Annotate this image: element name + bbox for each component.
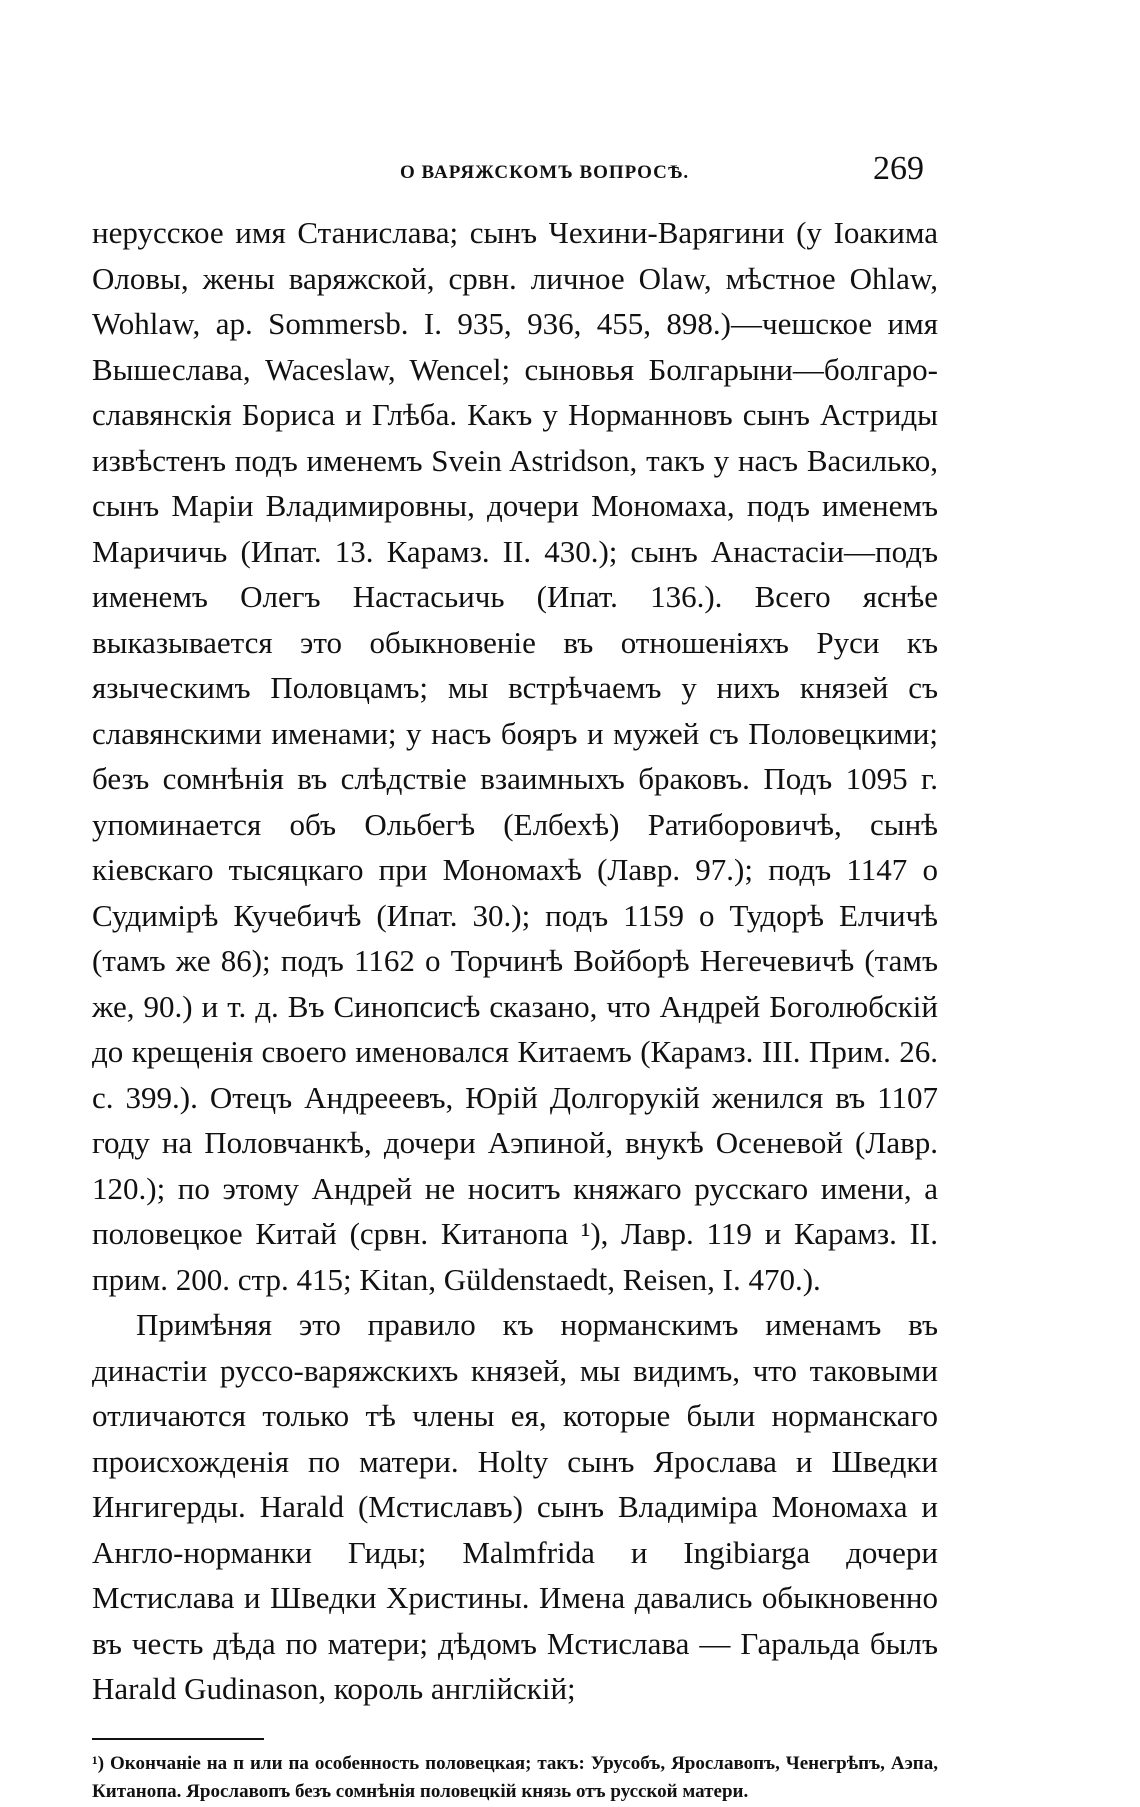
footnote-divider [92, 1738, 264, 1740]
page-header [92, 150, 938, 210]
paragraph-1: нерусское имя Станислава; сынъ Чехини-Варягини (у Іоакима Оловы, жены варяжской, срвн. личное Olaw, мѣстное Ohlaw, Wohlaw, ар. Sommersb. I. 935, 936, 455, 898.)—чешское имя Вышеслава, Waceslaw, Wencel; сыновья Болгарыни—болгаро-славянскія Бориса и Глѣба. Какъ у Норманновъ сынъ Астриды извѣстенъ подъ именемъ Svein Astrіdson, такъ у насъ Василько, сынъ Маріи Владимировны, дочери Мономаха, подъ именемъ Маричичь (Ипат. 13. Карамз. II. 430.); сынъ Анастасіи—подъ именемъ Олегъ Настасьичь (Ипат. 136.). Всего яснѣе выказывается это обыкновеніе въ отношеніяхъ Руси къ языческимъ Половцамъ; мы встрѣчаемъ у нихъ князей съ славянскими именами; у насъ бояръ и мужей съ Половецкими; безъ сомнѣнія въ слѣдствіе взаимныхъ браковъ. Подъ 1095 г. упоминается объ Ольбегѣ (Елбехѣ) Ратиборовичѣ, сынѣ кіевскаго тысяцкаго при Мономахѣ (Лавр. 97.); подъ 1147 о Судимірѣ Кучебичѣ (Ипат. 30.); подъ 1159 о Тудорѣ Елчичѣ (тамъ же 86); подъ 1162 о Торчинѣ Войборѣ Негечевичѣ (тамъ же, 90.) и т. д. Въ Синопсисѣ сказано, что Андрей Боголюбскій до крещенія своего именовался Китаемъ (Карамз. III. Прим. 26. с. 399.). Отецъ Андрееевъ, Юрій Долгорукій женился въ 1107 году на Половчанкѣ, дочери Аэпиной, внукѣ Осеневой (Лавр. 120.); по этому Андрей не носитъ княжаго русскаго имени, а половецкое Китай (срвн. Китанопа ¹), Лавр. 119 и Карамз. II. прим. 200. стр. 415; Kitan, Güldenstaedt, Reisen, I. 470.). [92, 215, 938, 1297]
paragraph-2: Примѣняя это правило къ норманскимъ именамъ въ династіи руссо-варяжскихъ князей, мы видимъ, что таковыми отличаются только тѣ члены ея, которые были норманскаго происхожденія по матери. Holty сынъ Ярослава и Шведки Ингигерды. Harald (Мстиславъ) сынъ Владиміра Мономаха и Англо-норманки Гиды; Malmfrida и Ingibiarga дочери Мстислава и Шведки Христины. Имена давались обыкновенно въ честь дѣда по матери; дѣдомъ Мстислава — Гаральда былъ Harald Gudinason, король англійскій; [92, 1307, 938, 1706]
page-number: 269 [873, 150, 924, 187]
book-page [92, 150, 938, 1807]
footnote: ¹) Окончаніе на п или па особенность половецкая; такъ: Урусобъ, Ярославопъ, Ченегрѣпъ, Аэпа, Китанопа. Ярославопъ безъ сомнѣнія половецкій князь отъ русской матери. [92, 1752, 938, 1802]
body-text [92, 210, 938, 1712]
running-head: О ВАРЯЖСКОМЪ ВОПРОСѢ. [400, 162, 690, 183]
